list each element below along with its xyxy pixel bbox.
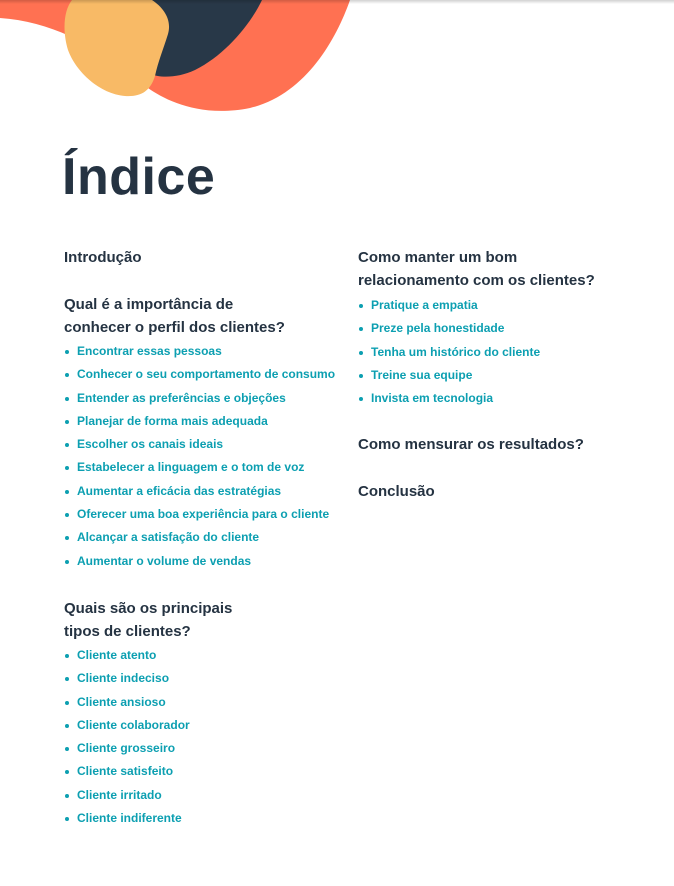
toc-item-label: Aumentar o volume de vendas	[77, 553, 252, 568]
toc-item-label: Encontrar essas pessoas	[77, 344, 222, 358]
toc-item[interactable]	[64, 410, 335, 433]
toc-item[interactable]	[358, 317, 540, 340]
toc-item[interactable]	[64, 644, 190, 667]
bullet-icon	[65, 513, 69, 517]
bullet-icon	[359, 304, 363, 308]
heading-line-1: Quais são os principais	[64, 600, 233, 617]
toc-item-label: Estabelecer a linguagem e o tom de voz	[77, 460, 305, 475]
heading-line-1: Como manter um bom	[358, 249, 518, 266]
toc-item[interactable]	[64, 340, 335, 363]
toc-item-label: Entender as preferências e objeções	[77, 390, 286, 405]
bullet-icon	[65, 794, 69, 798]
toc-item[interactable]	[64, 737, 190, 760]
toc-item[interactable]	[64, 760, 190, 783]
bullet-icon	[65, 536, 69, 540]
toc-item-label: Cliente satisfeito	[77, 764, 174, 779]
toc-heading-conclusao[interactable]: Conclusão	[358, 483, 435, 500]
toc-item-label: Pratique a empatia	[371, 298, 478, 312]
toc-heading-tipos-clientes[interactable]	[64, 597, 232, 643]
bullet-icon	[65, 817, 69, 821]
toc-item[interactable]	[64, 784, 190, 807]
heading-line-2: tipos de clientes?	[64, 623, 191, 640]
toc-list-relacionamento	[358, 294, 540, 410]
toc-list-tipos-clientes	[64, 644, 190, 830]
toc-item[interactable]	[64, 526, 335, 549]
toc-item[interactable]	[64, 714, 190, 737]
toc-item-label: Preze pela honestidade	[371, 321, 505, 336]
bullet-icon	[359, 397, 363, 401]
toc-item-label: Escolher os canais ideais	[77, 437, 224, 452]
bullet-icon	[65, 350, 69, 354]
bullet-icon	[65, 373, 69, 377]
toc-heading-relacionamento[interactable]	[358, 246, 595, 292]
bullet-icon	[65, 397, 69, 401]
toc-item-label: Cliente colaborador	[77, 717, 190, 732]
toc-item[interactable]	[64, 387, 335, 410]
toc-item[interactable]	[64, 667, 190, 690]
toc-item-label: Invista em tecnologia	[371, 391, 494, 406]
toc-item-label: Cliente ansioso	[77, 694, 166, 709]
bullet-icon	[65, 490, 69, 494]
bullet-icon	[65, 466, 69, 470]
toc-item[interactable]	[358, 387, 540, 410]
bullet-icon	[65, 654, 69, 658]
toc-item[interactable]	[64, 807, 190, 830]
toc-item[interactable]	[64, 363, 335, 386]
toc-item-label: Alcançar a satisfação do cliente	[77, 530, 260, 545]
toc-item-label: Cliente indiferente	[77, 811, 182, 826]
toc-item-label: Cliente irritado	[77, 787, 162, 802]
bullet-icon	[65, 701, 69, 705]
toc-heading-introducao[interactable]: Introdução	[64, 249, 142, 266]
toc-heading-importancia[interactable]	[64, 293, 285, 339]
heading-line-2: relacionamento com os clientes?	[358, 272, 595, 289]
toc-item-label: Planejar de forma mais adequada	[77, 413, 268, 428]
toc-item-label: Cliente indeciso	[77, 671, 170, 686]
toc-item-label: Cliente grosseiro	[77, 741, 176, 756]
bullet-icon	[359, 351, 363, 355]
toc-heading-mensurar[interactable]: Como mensurar os resultados?	[358, 436, 584, 453]
toc-item-label: Oferecer uma boa experiência para o cliente	[77, 507, 330, 522]
toc-item-label: Tenha um histórico do cliente	[371, 344, 541, 359]
toc-item[interactable]	[64, 503, 335, 526]
bullet-icon	[65, 724, 69, 728]
toc-item[interactable]	[64, 433, 335, 456]
bullet-icon	[65, 747, 69, 751]
toc-item-label: Conhecer o seu comportamento de consumo	[77, 367, 336, 382]
toc-list-importancia	[64, 340, 335, 573]
heading-line-2: conhecer o perfil dos clientes?	[64, 319, 285, 336]
toc-item[interactable]	[64, 456, 335, 479]
bullet-icon	[65, 443, 69, 447]
bullet-icon	[359, 374, 363, 378]
toc-item[interactable]	[64, 550, 335, 573]
toc-item[interactable]	[64, 480, 335, 503]
page-title: Índice	[62, 148, 216, 206]
toc-item-label: Aumentar a eficácia das estratégias	[77, 483, 282, 498]
bullet-icon	[65, 560, 69, 564]
toc-item[interactable]	[358, 364, 540, 387]
bullet-icon	[359, 327, 363, 331]
top-edge-shadow	[0, 0, 674, 4]
heading-line-1: Qual é a importância de	[64, 296, 234, 313]
bullet-icon	[65, 677, 69, 681]
toc-item[interactable]	[64, 691, 190, 714]
toc-item[interactable]	[358, 341, 540, 364]
bullet-icon	[65, 420, 69, 424]
toc-item[interactable]	[358, 294, 540, 317]
decorative-blobs	[0, 0, 674, 120]
toc-item-label: Treine sua equipe	[371, 367, 473, 382]
toc-item-label: Cliente atento	[77, 648, 157, 662]
bullet-icon	[65, 770, 69, 774]
